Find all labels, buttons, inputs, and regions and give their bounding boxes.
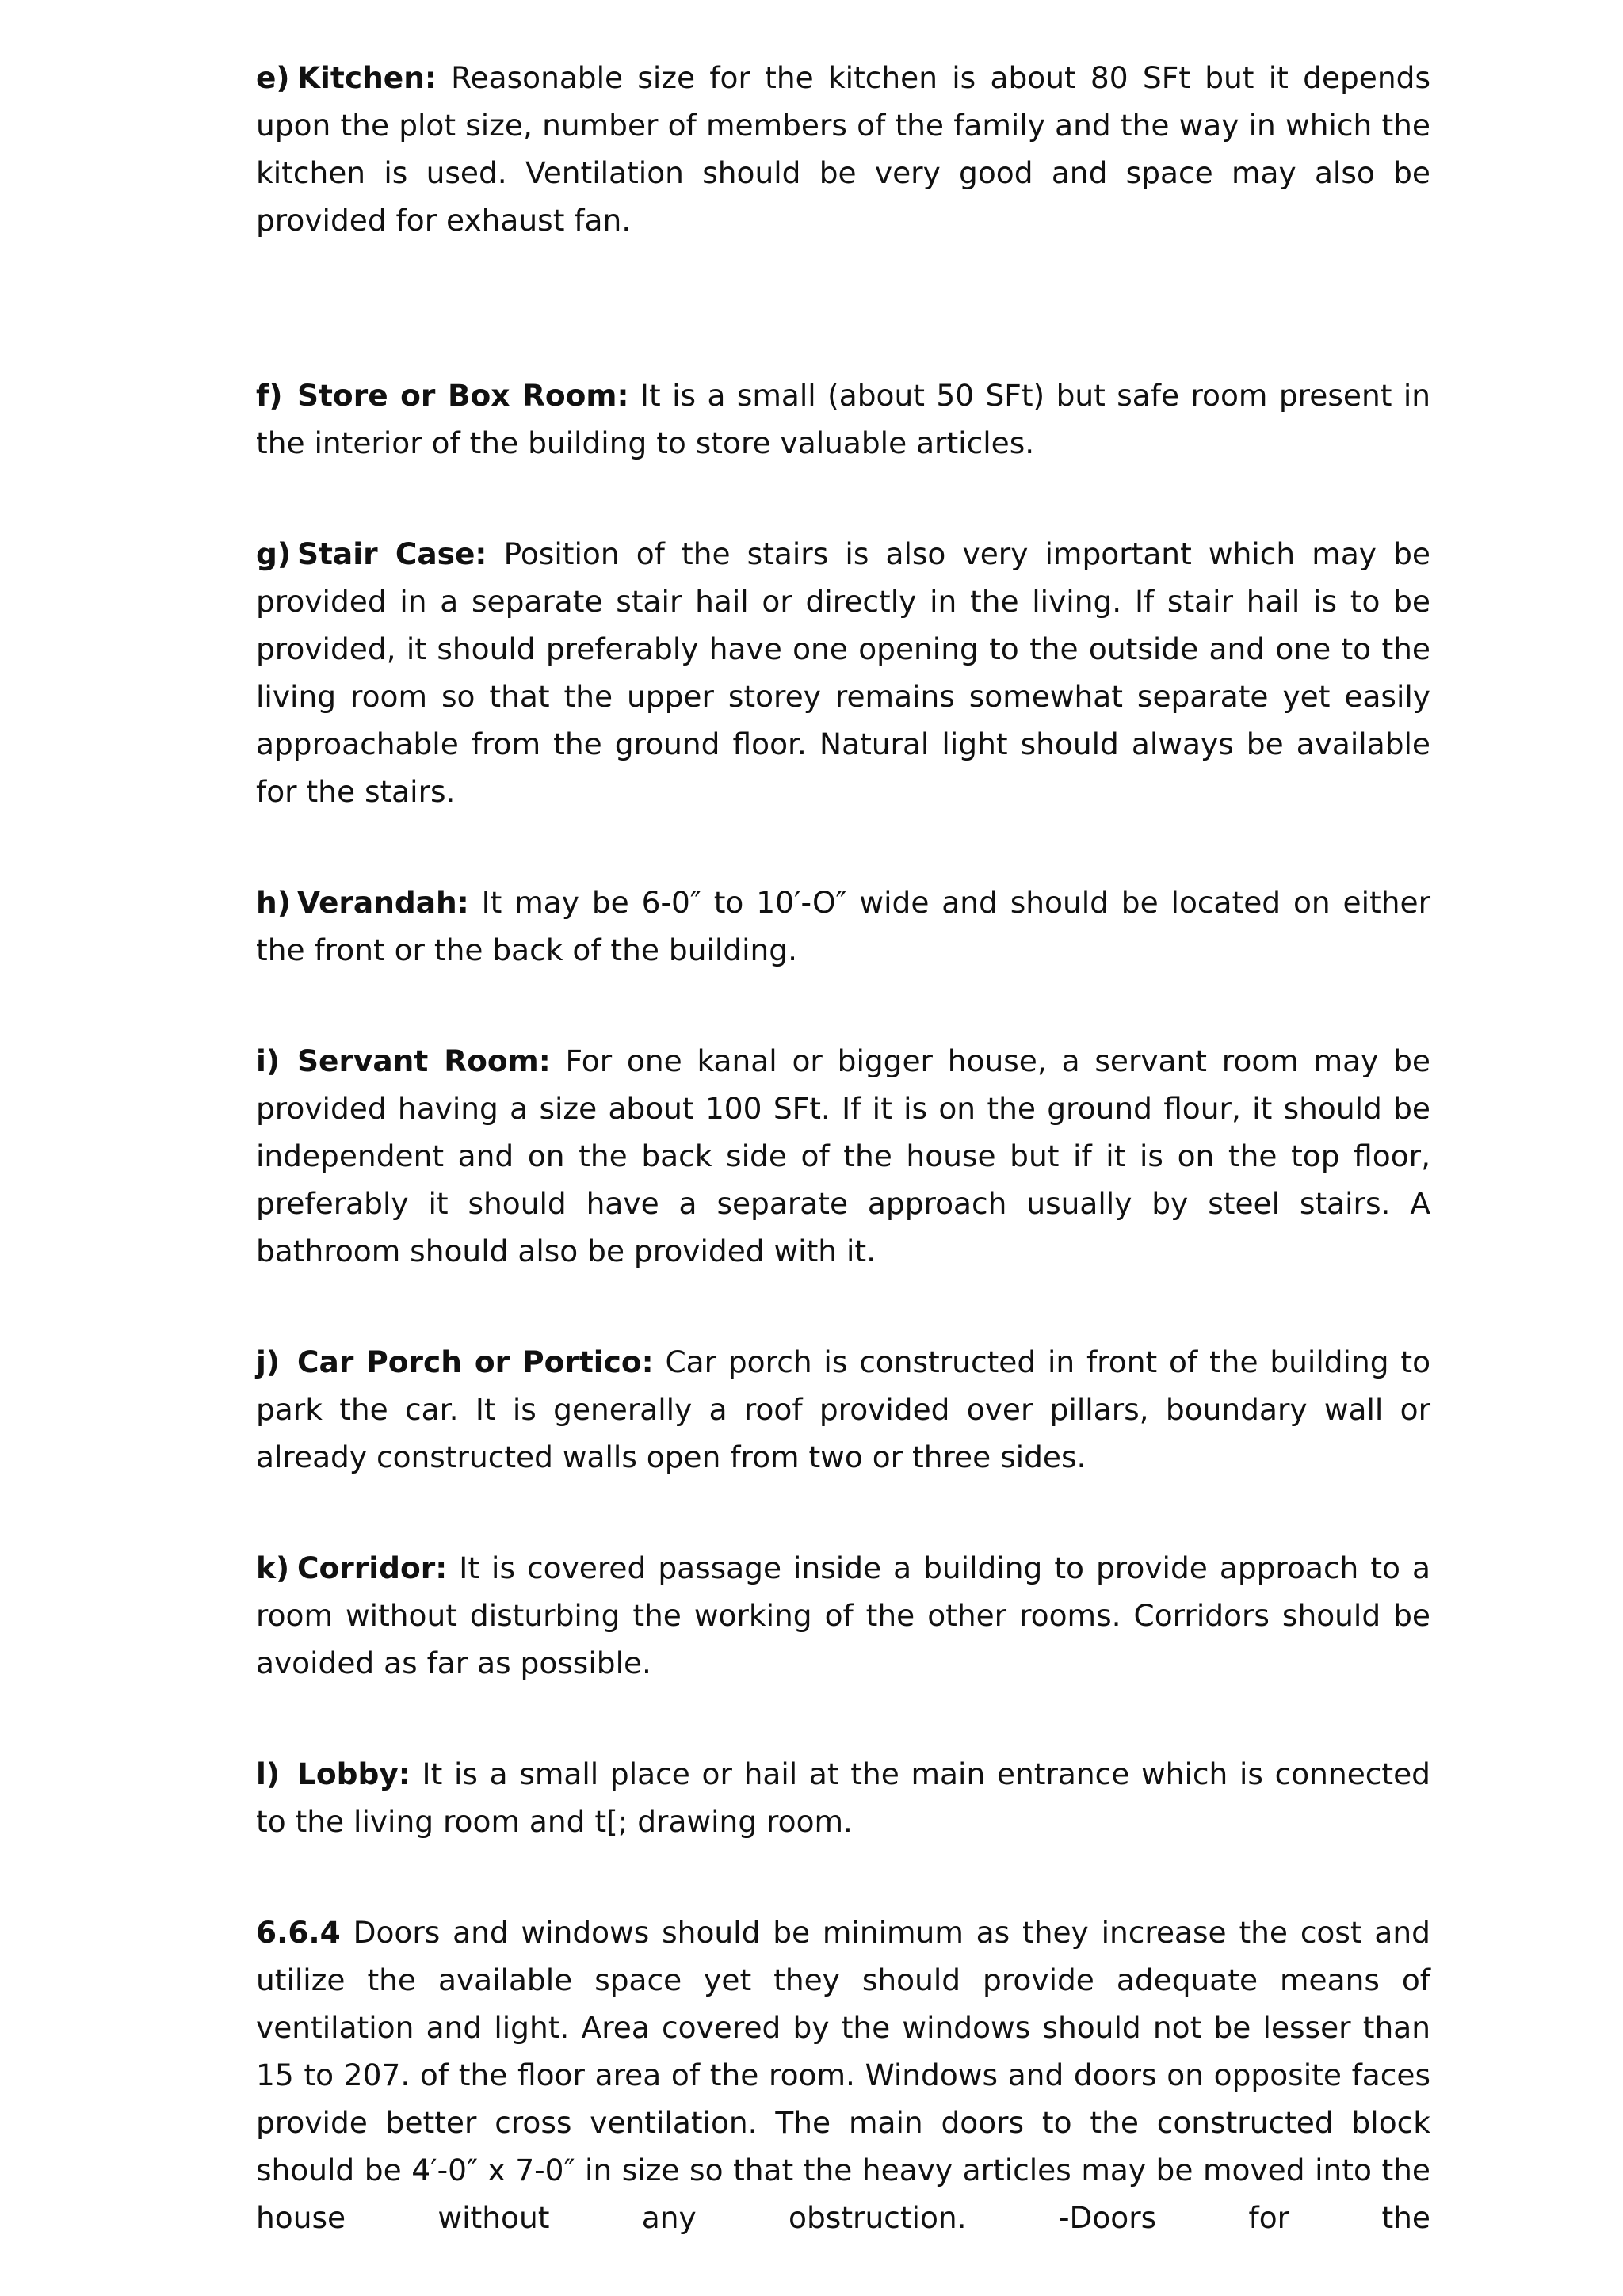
section-text: Doors and windows should be minimum as they increase the cost and utilize the available space yet they should provide adequate means of ventilation and light. Area covered by the windows should not be lesser than 15 to 207. of the floor area of the room. Windows and doors on opposite faces provide better cross ventilation. The main doors to the constructed block should be 4′-0″ x 7-0″ in size so that the heavy articles may be moved into the house without any obstruction. -Doors for the — [256, 1915, 1430, 2235]
section-text: It is a small (about 50 SFt) but safe room present in the interior of the building to store valuable articles. — [256, 378, 1430, 460]
section-heading — [256, 1756, 411, 1791]
section-text: It is covered passage inside a building to provide approach to a room without disturbing the working of the other rooms. Corridors should be avoided as far as possible. — [256, 1550, 1430, 1680]
section-label: Store or Box Room: — [297, 378, 629, 413]
section-marker: h) — [256, 885, 291, 920]
section-text: It may be 6-0″ to 10′-O″ wide and should be located on either the front or the back of the building. — [256, 885, 1430, 967]
section-heading — [256, 1550, 447, 1585]
section-heading — [256, 1043, 551, 1078]
section-label: Lobby: — [297, 1756, 411, 1791]
section-servant-room — [256, 1037, 1430, 1275]
section-text: Car porch is constructed in front of the building to park the car. It is generally a roof provided over pillars, boundary wall or already constructed walls open from two or three sides. — [256, 1344, 1431, 1474]
section-text: Reasonable size for the kitchen is about 80 SFt but it depends upon the plot size, number of members of the family and the way in which the kitchen is used. Ventilation should be very good and space may also be provided for exhaust fan. — [256, 60, 1430, 238]
section-marker: j) — [256, 1344, 280, 1379]
section-marker: e) — [256, 60, 290, 95]
section-label: Kitchen: — [297, 60, 437, 95]
section-label: Servant Room: — [297, 1043, 551, 1078]
section-heading — [256, 378, 629, 413]
section-marker: f) — [256, 378, 283, 413]
section-car-porch — [256, 1338, 1430, 1481]
section-store-room — [256, 372, 1430, 467]
section-kitchen — [256, 54, 1430, 244]
document-body — [256, 54, 1430, 2241]
section-marker: k) — [256, 1550, 290, 1585]
section-heading — [256, 1915, 341, 1950]
section-doors-windows — [256, 1909, 1430, 2241]
section-lobby — [256, 1750, 1430, 1845]
section-marker: i) — [256, 1043, 280, 1078]
section-marker: l) — [256, 1756, 280, 1791]
section-heading — [256, 536, 487, 571]
section-label: Verandah: — [297, 885, 469, 920]
section-label: Stair Case: — [297, 536, 487, 571]
section-corridor — [256, 1544, 1430, 1687]
section-text: Position of the stairs is also very important which may be provided in a separate stair hail or directly in the living. If stair hail is to be provided, it should preferably have one opening to the outside and one to the living room so that the upper storey remains somewhat separate yet easily approachable from the ground floor. Natural light should always be available for the stairs. — [256, 536, 1431, 809]
section-label: Car Porch or Portico: — [297, 1344, 654, 1379]
section-text: It is a small place or hail at the main entrance which is connected to the living room and t[; drawing room. — [256, 1756, 1430, 1839]
section-marker: g) — [256, 536, 291, 571]
section-text: For one kanal or bigger house, a servant room may be provided having a size about 100 SFt. If it is on the ground flour, it should be independent and on the back side of the house but if it is on the top floor, preferably it should have a separate approach usually by steel stairs. A bathroom should also be provided with it. — [256, 1043, 1430, 1268]
section-label: 6.6.4 — [256, 1915, 341, 1950]
section-heading — [256, 885, 469, 920]
section-stair-case — [256, 530, 1430, 815]
section-heading — [256, 1344, 654, 1379]
section-verandah — [256, 879, 1430, 974]
section-label: Corridor: — [297, 1550, 448, 1585]
section-heading — [256, 60, 437, 95]
